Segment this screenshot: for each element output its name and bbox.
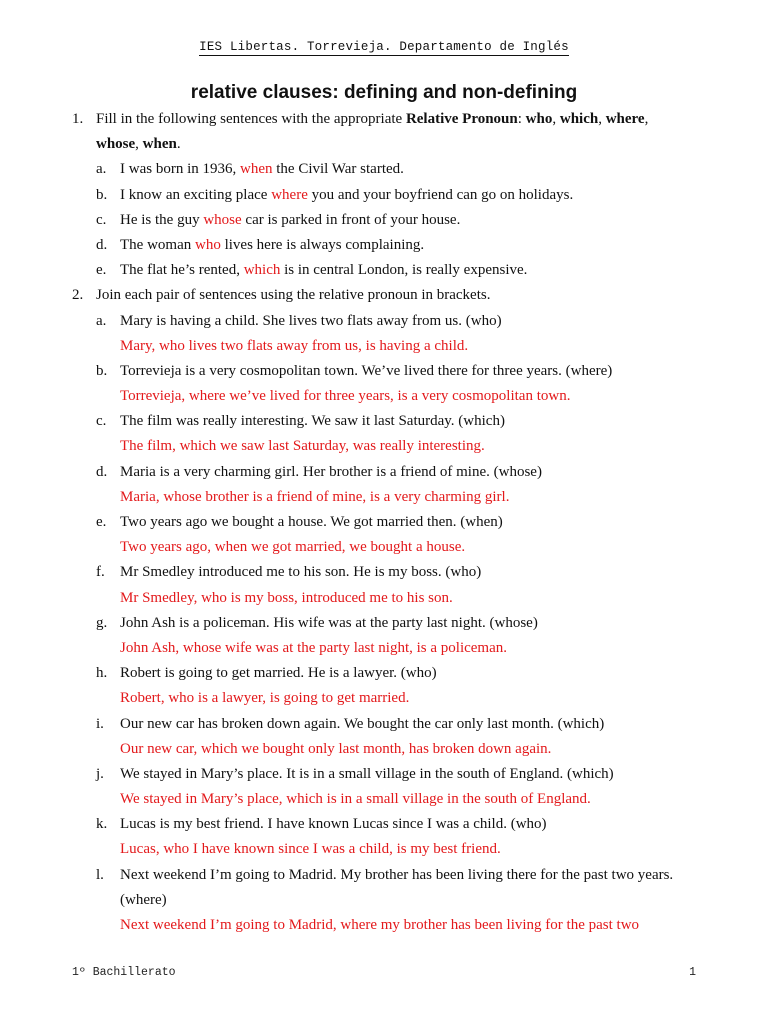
page-header	[0, 40, 768, 54]
item-text: car is parked in front of your house.	[241, 211, 461, 228]
item-text: I was born in 1936,	[120, 161, 240, 178]
ex2-answer-l	[0, 913, 768, 938]
separator: ,	[644, 111, 649, 127]
instruction-text: Fill in the following sentences with the appropriate	[96, 111, 406, 127]
separator: ,	[552, 111, 560, 127]
item-letter: b.	[96, 362, 108, 379]
exercise-1-instruction	[0, 107, 768, 132]
question-text: John Ash is a policeman. His wife was at the party last night. (whose)	[120, 614, 538, 631]
answer-text: The film, which we saw last Saturday, was really interesting.	[120, 438, 485, 455]
page-title: relative clauses: defining and non-defining	[190, 82, 578, 103]
ex2-answer-j	[0, 787, 768, 812]
question-text: We stayed in Mary’s place. It is in a small village in the south of England. (which)	[120, 765, 614, 782]
exercise-1-number: 1.	[72, 111, 84, 127]
question-text: Mr Smedley introduced me to his son. He is my boss. (who)	[120, 564, 482, 581]
footer-course: 1º Bachillerato	[72, 966, 176, 979]
ex2-question-k	[0, 812, 768, 837]
ex1-item-d	[0, 233, 768, 258]
item-letter: k.	[96, 816, 108, 833]
ex2-question-a	[0, 309, 768, 334]
answer-text: Our new car, which we bought only last month, has broken down again.	[120, 740, 552, 757]
answer-text: Robert, who is a lawyer, is going to get married.	[120, 690, 410, 707]
answer-text: John Ash, whose wife was at the party last night, is a policeman.	[120, 639, 508, 656]
item-text: is in central London, is really expensive.	[280, 262, 528, 279]
instruction-text: Join each pair of sentences using the relative pronoun in brackets.	[96, 287, 491, 304]
ex2-question-j	[0, 762, 768, 787]
item-text: He is the guy	[120, 211, 204, 228]
pronoun-when: when	[142, 136, 177, 153]
question-text: Mary is having a child. She lives two flats away from us. (who)	[120, 312, 502, 329]
item-letter: c.	[96, 211, 107, 228]
ex2-question-i	[0, 712, 768, 737]
page-footer	[72, 966, 696, 979]
question-text: Two years ago we bought a house. We got married then. (when)	[120, 514, 503, 530]
ex2-question-g	[0, 611, 768, 636]
ex1-item-e	[0, 258, 768, 283]
answer-text: Next weekend I’m going to Madrid, where my brother has been living for the past two	[120, 917, 640, 933]
item-letter: e.	[96, 262, 107, 279]
ex2-question-b	[0, 359, 768, 384]
answer-word: whose	[203, 211, 242, 228]
ex2-question-f	[0, 560, 768, 585]
ex2-question-c	[0, 409, 768, 434]
item-letter: d.	[96, 236, 108, 253]
answer-text: Maria, whose brother is a friend of mine, is a very charming girl.	[120, 488, 510, 505]
answer-word: which	[243, 262, 281, 279]
item-letter: e.	[96, 514, 107, 530]
question-text: (where)	[120, 891, 167, 908]
item-letter: c.	[96, 413, 107, 430]
ex2-answer-h	[0, 686, 768, 711]
item-letter: g.	[96, 614, 108, 631]
item-letter: a.	[96, 161, 107, 178]
exercise-2-number: 2.	[72, 287, 84, 304]
header-text: IES Libertas. Torrevieja. Departamento de Inglés	[199, 40, 569, 54]
question-text: Next weekend I’m going to Madrid. My brother has been living there for the past two years.	[120, 866, 674, 883]
item-letter: j.	[96, 765, 104, 782]
ex1-item-b	[0, 183, 768, 208]
answer-text: We stayed in Mary’s place, which is in a small village in the south of England.	[120, 791, 591, 808]
answer-text: Torrevieja, where we’ve lived for three years, is a very cosmopolitan town.	[120, 388, 571, 405]
ex2-answer-i	[0, 737, 768, 762]
separator: .	[176, 136, 181, 153]
ex1-item-c	[0, 208, 768, 233]
ex2-question-d	[0, 460, 768, 485]
answer-word: when	[240, 161, 273, 178]
answer-word: where	[271, 186, 308, 203]
item-letter: l.	[96, 866, 104, 883]
ex2-answer-g	[0, 636, 768, 661]
pronoun-who: who	[525, 111, 553, 127]
ex2-question-l	[0, 863, 768, 888]
item-text: The woman	[120, 236, 195, 253]
answer-text: Mr Smedley, who is my boss, introduced me to his son.	[120, 589, 453, 606]
item-text: the Civil War started.	[272, 161, 404, 178]
instruction-bold: Relative Pronoun	[405, 111, 518, 127]
item-text: I know an exciting place	[120, 186, 272, 203]
question-text: The film was really interesting. We saw it last Saturday. (which)	[120, 413, 505, 430]
ex2-answer-b	[0, 384, 768, 409]
ex2-question-h	[0, 661, 768, 686]
worksheet-content	[0, 107, 768, 938]
ex2-answer-a	[0, 334, 768, 359]
question-text: Lucas is my best friend. I have known Lucas since I was a child. (who)	[120, 816, 547, 833]
item-text: lives here is always complaining.	[220, 236, 425, 253]
answer-word: who	[194, 236, 221, 253]
ex1-item-a	[0, 157, 768, 182]
ex2-question-e	[0, 510, 768, 535]
item-letter: b.	[96, 186, 108, 203]
item-text: The flat he’s rented,	[120, 262, 244, 279]
item-letter: d.	[96, 463, 108, 480]
ex2-answer-k	[0, 837, 768, 862]
item-letter: h.	[96, 665, 108, 682]
page-number: 1	[689, 966, 696, 979]
item-letter: f.	[96, 564, 105, 581]
ex2-answer-d	[0, 485, 768, 510]
item-text: you and your boyfriend can go on holidays.	[307, 186, 574, 203]
separator: ,	[135, 136, 143, 153]
separator: ,	[598, 111, 606, 127]
pronoun-which: which	[559, 111, 599, 127]
ex2-question-l-cont	[0, 888, 768, 913]
pronoun-whose: whose	[96, 136, 136, 153]
question-text: Our new car has broken down again. We bought the car only last month. (which)	[120, 715, 605, 732]
answer-text: Two years ago, when we got married, we bought a house.	[120, 539, 466, 556]
item-letter: i.	[96, 715, 104, 732]
answer-text: Lucas, who I have known since I was a child, is my best friend.	[120, 841, 501, 858]
question-text: Maria is a very charming girl. Her brother is a friend of mine. (whose)	[120, 463, 542, 480]
question-text: Torrevieja is a very cosmopolitan town. We’ve lived there for three years. (where)	[120, 362, 613, 379]
instruction-colon: :	[517, 111, 526, 127]
exercise-1-instruction-cont	[0, 132, 768, 157]
ex2-answer-f	[0, 586, 768, 611]
exercise-2-instruction	[0, 283, 768, 308]
ex2-answer-c	[0, 434, 768, 459]
ex2-answer-e	[0, 535, 768, 560]
answer-text: Mary, who lives two flats away from us, is having a child.	[120, 337, 469, 354]
pronoun-where: where	[605, 111, 645, 127]
item-letter: a.	[96, 312, 107, 329]
question-text: Robert is going to get married. He is a lawyer. (who)	[120, 665, 437, 682]
